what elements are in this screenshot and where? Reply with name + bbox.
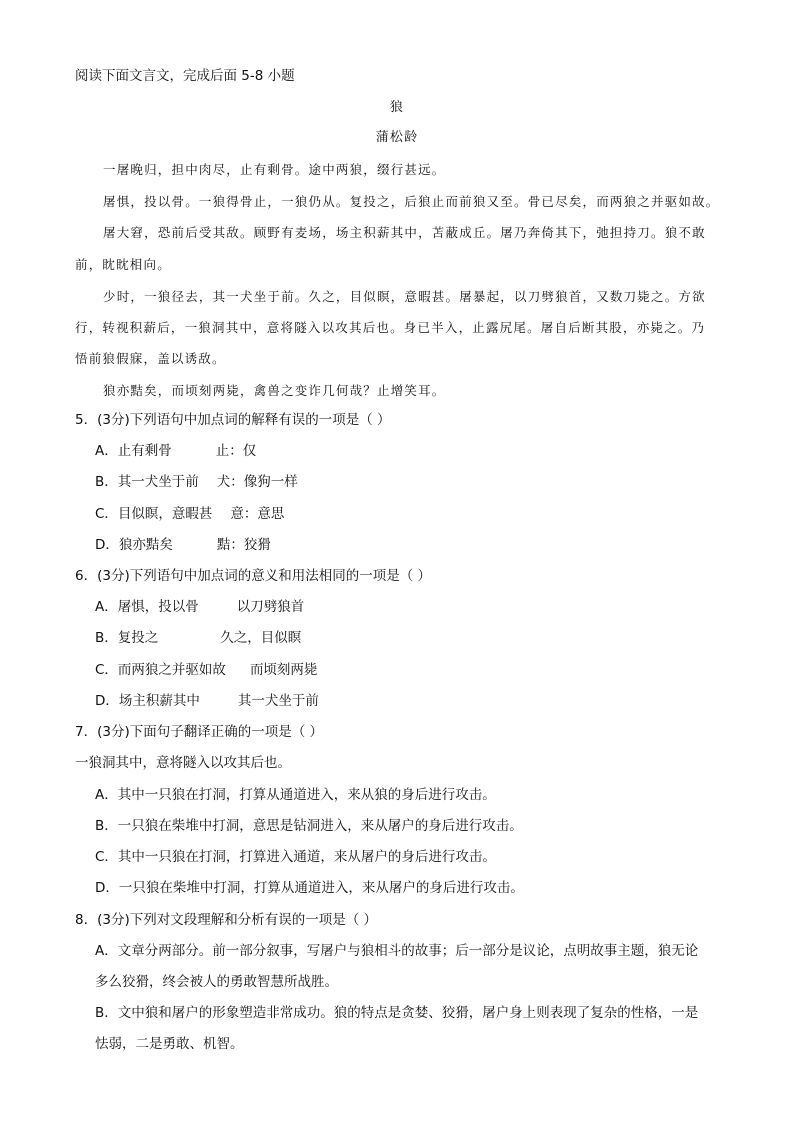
option-gloss: 犬：像狗一样 [216, 474, 298, 490]
passage-author: 蒲松龄 [375, 130, 419, 145]
option-sentence: A．止有剩骨 [95, 443, 172, 459]
passage-paragraph-4-line-3: 悟前狼假寐，盖以诱敌。 [75, 351, 226, 366]
option-gloss: 黠：狡猾 [216, 537, 271, 553]
passage-paragraph-3-line-2: 前，眈眈相向。 [75, 257, 171, 272]
option-sentence: B．复投之 [95, 630, 159, 646]
question-7-option-c: C．其中一只狼在打洞，打算进入通道，来从屠户的身后进行攻击。 [95, 849, 496, 865]
question-7-sentence: 一狼洞其中，意将隧入以攻其后也。 [75, 755, 291, 771]
option-gloss: 其一犬坐于前 [237, 693, 319, 709]
option-gloss: 止：仅 [215, 443, 257, 459]
option-sentence: C．而两狼之并驱如故 [95, 662, 226, 678]
option-sentence: C．目似瞑，意暇甚 [95, 506, 213, 522]
question-7-option-b: B．一只狼在柴堆中打洞，意思是钻洞进入，来从屠户的身后进行攻击。 [95, 818, 523, 834]
option-sentence: A．屠惧，投以骨 [95, 599, 199, 615]
option-gloss: 意：意思 [230, 506, 285, 522]
passage-paragraph-5: 狼亦黠矣，而顷刻两毙，禽兽之变诈几何哉？止增笑耳。 [103, 383, 446, 398]
reading-instruction: 阅读下面文言文，完成后面 5-8 小题 [75, 68, 295, 84]
question-5-option-c [95, 505, 284, 523]
passage-paragraph-3-line-1: 屠大窘，恐前后受其敌。顾野有麦场，场主积薪其中，苫蔽成丘。屠乃奔倚其下，弛担持刀。狼不敢 [103, 225, 706, 240]
option-sentence: D．场主积薪其中 [95, 693, 200, 709]
question-6-stem: 6．(3分)下列语句中加点词的意义和用法相同的一项是（ ） [75, 568, 432, 584]
passage-paragraph-1: 一屠晚归，担中肉尽，止有剩骨。途中两狼，缀行甚远。 [103, 162, 446, 177]
question-6-option-d [95, 692, 319, 710]
question-8-option-a-line-1: A．文章分两部分。前一部分叙事，写屠户与狼相斗的故事；后一部分是议论，点明故事主题，狼无论 [95, 943, 699, 959]
option-sentence: B．其一犬坐于前 [95, 474, 199, 490]
question-6-option-a [95, 598, 304, 616]
question-6-option-c [95, 661, 317, 679]
question-6-option-b [95, 629, 301, 647]
option-gloss: 而顷刻两毙 [249, 662, 318, 678]
question-5-option-d [95, 536, 271, 554]
option-gloss: 以刀劈狼首 [236, 599, 305, 615]
question-5-option-b [95, 473, 298, 491]
passage-paragraph-2: 屠惧，投以骨。一狼得骨止，一狼仍从。复投之，后狼止而前狼又至。骨已尽矣，而两狼之并驱如故。 [103, 194, 720, 209]
question-7-option-d: D．一只狼在柴堆中打洞，打算从通道进入，来从屠户的身后进行攻击。 [95, 880, 524, 896]
question-5-stem: 5．(3分)下列语句中加点词的解释有误的一项是（ ） [75, 412, 391, 428]
option-gloss: 久之，目似瞑 [220, 630, 302, 646]
question-8-option-b-line-2: 怯弱，二是勇敢、机智。 [95, 1036, 244, 1052]
passage-title: 狼 [389, 100, 405, 115]
question-7-stem: 7．(3分)下面句子翻译正确的一项是（ ） [75, 724, 324, 740]
question-8-stem: 8．(3分)下列对文段理解和分析有误的一项是（ ） [75, 912, 378, 928]
question-7-option-a: A．其中一只狼在打洞，打算从通道进入，来从狼的身后进行攻击。 [95, 787, 496, 803]
question-5-option-a [95, 442, 256, 460]
question-8-option-b-line-1: B．文中狼和屠户的形象塑造非常成功。狼的特点是贪婪、狡猾，屠户身上则表现了复杂的性格，一是 [95, 1005, 699, 1021]
option-sentence: D．狼亦黠矣 [95, 537, 173, 553]
question-8-option-a-line-2: 多么狡猾，终会被人的勇敢智慧所战胜。 [95, 974, 338, 990]
passage-paragraph-4-line-2: 行，转视积薪后，一狼洞其中，意将隧入以攻其后也。身已半入，止露尻尾。屠自后断其股，亦毙之。乃 [75, 320, 706, 335]
passage-paragraph-4-line-1: 少时，一狼径去，其一犬坐于前。久之，目似瞑，意暇甚。屠暴起，以刀劈狼首，又数刀毙之。方欲 [103, 289, 706, 304]
